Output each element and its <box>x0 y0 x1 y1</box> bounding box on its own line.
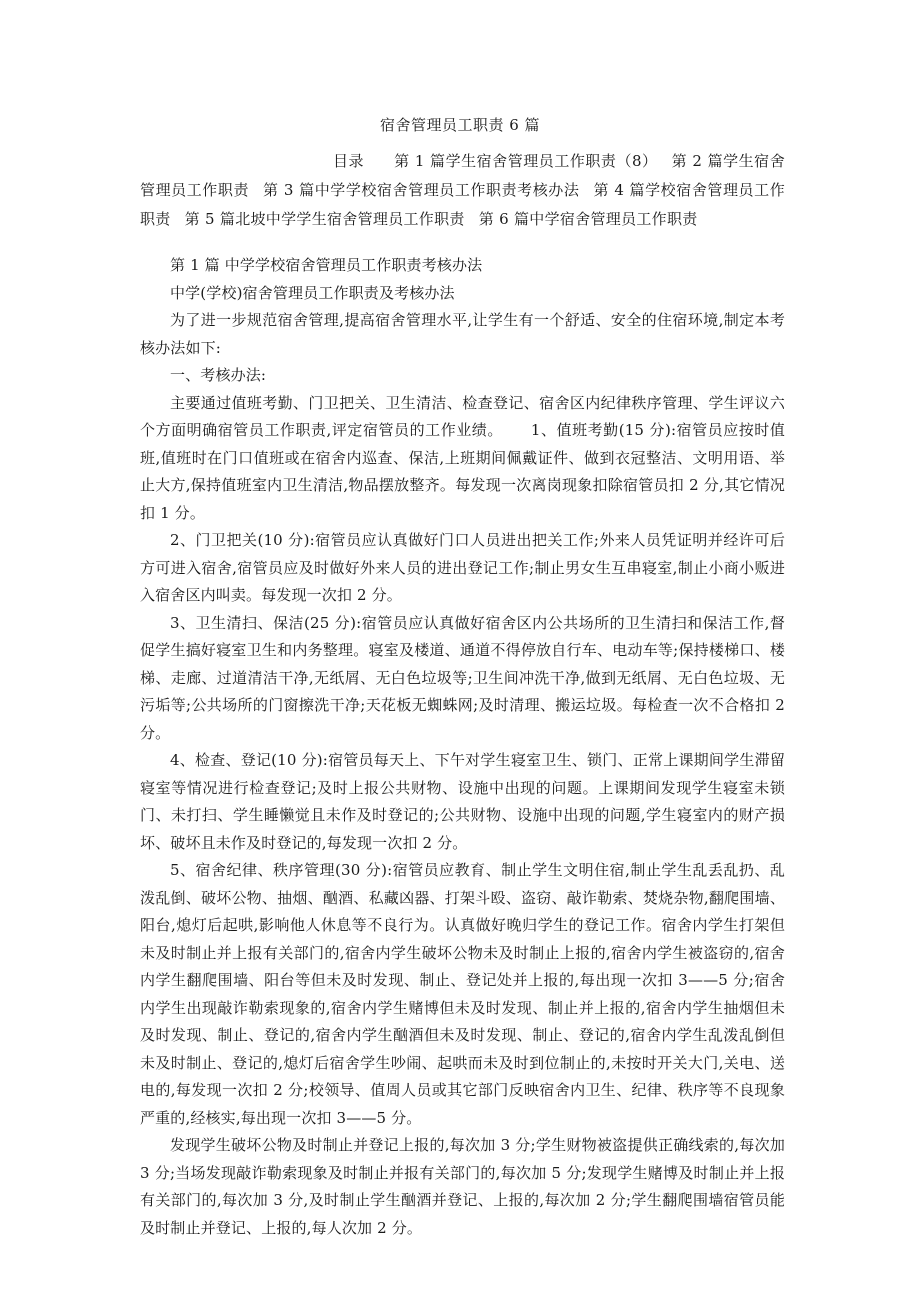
toc-item-3[interactable]: 第 3 篇中学学校宿舍管理员工作职责考核办法 <box>263 181 580 199</box>
document-body <box>140 252 785 1242</box>
main-paragraph <box>140 390 785 528</box>
toc-item-6[interactable]: 第 6 篇中学宿舍管理员工作职责 <box>478 210 698 228</box>
item-3-paragraph: 3、卫生清扫、保洁(25 分):宿管员应认真做好宿舍区内公共场所的卫生清扫和保洁工作,督促学生搞好寝室卫生和内务整理。寝室及楼道、通道不得停放自行车、电动车等;保持楼梯口、楼梯、走廊、过道清洁干净,无纸屑、无白色垃圾等;卫生间冲洗干净,做到无纸屑、无白色垃圾、无污垢等;公共场所的门窗擦洗干净;天花板无蜘蛛网;及时清理、搬运垃圾。每检查一次不合格扣 2 分。 <box>140 613 785 742</box>
doc-subtitle: 中学(学校)宿舍管理员工作职责及考核办法 <box>170 283 455 302</box>
main-paragraph-b: 1、值班考勤(15 分):宿管员应按时值班,值班时在门口值班或在宿舍内巡查、保洁,上班期间佩戴证件、做到衣冠整洁、文明用语、举止大方,保持值班室内卫生清洁,物品摆放整齐。每发现一次离岗现象扣除宿管员扣 2 分,其它情况扣 1 分。 <box>140 421 785 522</box>
item-2-paragraph: 2、门卫把关(10 分):宿管员应认真做好门口人员进出把关工作;外来人员凭证明并经许可后方可进入宿舍,宿管员应及时做好外来人员的进出登记工作;制止男女生互串寝室,制止小商小贩进入宿舍区内叫卖。每发现一次扣 2 分。 <box>140 531 785 604</box>
intro-paragraph: 为了进一步规范宿舍管理,提高宿舍管理水平,让学生有一个舒适、安全的住宿环境,制定本考核办法如下: <box>140 311 785 357</box>
bonus-paragraph: 发现学生破坏公物及时制止并登记上报的,每次加 3 分;学生财物被盗提供正确线索的,每次加 3 分;当场发现敲诈勒索现象及时制止并报有关部门的,每次加 5 分;发现学生赌博及时制止并上报有关部门的,每次加 3 分,及时制止学生酗酒并登记、上报的,每次加 2 分;学生翻爬围墙宿管员能及时制止并登记、上报的,每人次加 2 分。 <box>140 1136 785 1237</box>
toc-item-1[interactable]: 第 1 篇学生宿舍管理员工作职责（8） <box>394 152 658 170</box>
table-of-contents <box>140 147 785 234</box>
document-title: 宿舍管理员工职责 6 篇 <box>379 116 541 134</box>
item-5-paragraph: 5、宿舍纪律、秩序管理(30 分):宿管员应教育、制止学生文明住宿,制止学生乱丢乱扔、乱泼乱倒、破坏公物、抽烟、酗酒、私藏凶器、打架斗殴、盗窃、敲诈勒索、焚烧杂物,翻爬围墙、阳台,熄灯后起哄,影响他人休息等不良行为。认真做好晚归学生的登记工作。宿舍内学生打架但未及时制止并上报有关部门的,宿舍内学生破坏公物未及时制止上报的,宿舍内学生被盗窃的,宿舍内学生翻爬围墙、阳台等但未及时发现、制止、登记处并上报的,每出现一次扣 3——5 分;宿舍内学生出现敲诈勒索现象的,宿舍内学生赌博但未及时发现、制止并上报的,宿舍内学生抽烟但未及时发现、制止、登记的,宿舍内学生酗酒但未及时发现、制止、登记的,宿舍内学生乱泼乱倒但未及时制止、登记的,熄灯后宿舍学生吵闹、起哄而未及时到位制止的,未按时开关大门,关电、送电的,每发现一次扣 2 分;校领导、值周人员或其它部门反映宿舍内卫生、纪律、秩序等不良现象严重的,经核实,每出现一次扣 3——5 分。 <box>140 861 785 1127</box>
main-paragraph-a: 主要通过值班考勤、门卫把关、卫生清洁、检查登记、宿舍区内纪律秩序管理、学生评议六个方面明确宿管员工作职责,评定宿管员的工作业绩。 <box>140 393 785 439</box>
item-4-paragraph: 4、检查、登记(10 分):宿管员每天上、下午对学生寝室卫生、锁门、正常上课期间学生滞留寝室等情况进行检查登记;及时上报公共财物、设施中出现的问题。上课期间发现学生寝室未锁门、未打扫、学生睡懒觉且未作及时登记的;公共财物、设施中出现的问题,学生寝室内的财产损坏、破坏且未作及时登记的,每发现一次扣 2 分。 <box>140 751 785 852</box>
toc-item-2[interactable]: 第 2 篇学生宿舍管理员工作职责 <box>140 152 786 199</box>
toc-item-5[interactable]: 第 5 篇北坡中学学生宿舍管理员工作职责 <box>184 210 465 228</box>
toc-item-4[interactable]: 第 4 篇学校宿舍管理员工作职责 <box>140 181 785 228</box>
part-heading: 一、考核办法: <box>170 366 267 384</box>
section-heading: 第 1 篇 中学学校宿舍管理员工作职责考核办法 <box>170 256 483 274</box>
toc-label: 目录 <box>333 152 365 170</box>
